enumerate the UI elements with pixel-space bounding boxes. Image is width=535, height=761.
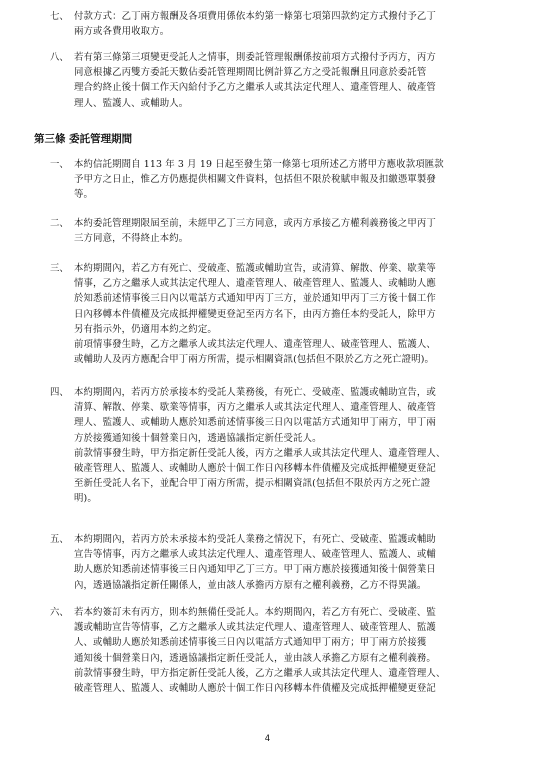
paragraph-line: 通知後十個營業日內，透過協議指定新任受託人，並由該人承擔乙方原有之權利義務。	[74, 652, 436, 664]
item-marker: 三、	[50, 263, 69, 274]
paragraph-line: 前款情事發生時，甲方指定新任受託人後，乙方之繼承人或其法定代理人、遺產管理人、	[74, 667, 446, 679]
item-marker: 六、	[50, 607, 69, 618]
page-number: 4	[264, 734, 271, 744]
paragraph-line: 人、或輔助人應於知悉前述情事後三日內以電話方式通知甲丁兩方；甲丁兩方於接獲	[74, 637, 427, 649]
paragraph-line: 方於接獲通知後十個營業日內，透過協議指定新任受託人。	[74, 432, 322, 444]
paragraph-line: 至新任受託人名下，並配合甲丁兩方所需，提示相關資訊(包括但不限於丙方之死亡證	[74, 478, 431, 490]
item-marker: 七、	[50, 11, 69, 22]
paragraph-line: 前款情事發生時，甲方指定新任受託人後，丙方之繼承人或其法定代理人、遺產管理人、	[74, 447, 446, 459]
paragraph-line: 於知悉前述情事後三日內以電話方式通知甲丙丁三方，並於通知甲丙丁三方後十個工作	[74, 293, 436, 305]
paragraph-line: 護或輔助宣告等情事，乙方之繼承人或其法定代理人、遺產管理人、破產管理人、監護	[74, 622, 436, 634]
item-marker: 一、	[50, 159, 69, 170]
paragraph-line: 本約信託期間自 113 年 3 月 19 日起至發生第一條第七項所述乙方將甲方應收款項匯款	[74, 159, 444, 170]
item-marker: 四、	[50, 387, 69, 398]
paragraph-line: 破產管理人、監護人、或輔助人應於十個工作日內移轉本件債權及完成抵押權變更登記	[74, 463, 436, 474]
paragraph-line: 情事，乙方之繼承人或其法定代理人、遺產管理人、破產管理人、監護人、或輔助人應	[74, 278, 436, 290]
item-marker: 八、	[50, 52, 69, 63]
paragraph-line: 日內移轉本件債權及完成抵押權變更登記至丙方名下，由丙方擔任本約受託人，除甲方	[74, 308, 436, 320]
paragraph-line: 破產管理人、監護人、或輔助人應於十個工作日內移轉本件債權及完成抵押權變更登記	[74, 683, 436, 694]
paragraph-line: 助人應於知悉前述情事後三日內通知甲乙丁三方。甲丁兩方應於接獲通知後十個營業日	[74, 564, 436, 576]
paragraph-line: 予甲方之日止，惟乙方仍應提供相關文件資料，包括但不限於稅賦申報及扣繳憑單製發	[74, 174, 436, 186]
paragraph-line: 前項情事發生時，乙方之繼承人或其法定代理人、遺產管理人、破產管理人、監護人、	[74, 339, 436, 350]
paragraph-line: 或輔助人及丙方應配合甲丁兩方所需，提示相關資訊(包括但不限於乙方之死亡證明)。	[74, 354, 435, 366]
paragraph-line: 理合約終止後十個工作天內給付予乙方之繼承人或其法定代理人、遺產管理人、破產管	[74, 82, 436, 94]
item-marker: 五、	[50, 534, 69, 545]
paragraph-line: 宣告等情事，丙方之繼承人或其法定代理人、遺產管理人、破產管理人、監護人、或輔	[74, 549, 436, 561]
paragraph-line: 內，透過協議指定新任關係人，並由該人承擔丙方原有之權利義務，乙方不得異議。	[74, 579, 427, 591]
paragraph-line: 若有第三條第三項變更受託人之情事，則委託管理報酬係按前項方式撥付予丙方，丙方	[74, 52, 436, 63]
paragraph-line: 付款方式：乙丁兩方報酬及各項費用係依本約第一條第七項第四款約定方式撥付予乙丁	[74, 11, 436, 22]
paragraph-line: 兩方或各費用收取方。	[74, 26, 170, 38]
item-marker: 二、	[50, 218, 69, 229]
paragraph-line: 若本約簽訂未有丙方，則本約無備任受託人。本約期間內，若乙方有死亡、受破產、監	[74, 607, 436, 618]
paragraph-line: 清算、解散、停業、歇業等情事，丙方之繼承人或其法定代理人、遺產管理人、破產管	[74, 402, 436, 414]
paragraph-line: 本約期間內，若丙方於承接本約受託人業務後，有死亡、受破產、監護或輔助宣告，或	[74, 387, 436, 398]
paragraph-line: 理人、監護人、或輔助人。	[74, 97, 189, 109]
paragraph-line: 三方同意，不得終止本約。	[74, 233, 189, 245]
paragraph-line: 本約期間內，若乙方有死亡、受破產、監護或輔助宣告，或清算、解散、停業、歇業等	[74, 263, 436, 274]
paragraph-line: 本約委託管理期限屆至前，未經甲乙丁三方同意，或丙方承接乙方權利義務後之甲丙丁	[74, 218, 436, 229]
paragraph-line: 等。	[74, 189, 94, 201]
section-heading: 第三條 委託管理期間	[34, 133, 133, 145]
paragraph-line: 另有指示外，仍適用本約之約定。	[74, 323, 217, 335]
paragraph-line: 同意根據乙丙雙方委託天數佔委託管理期間比例計算乙方之受託報酬且同意於委託管	[74, 67, 427, 79]
paragraph-line: 理人、監護人、或輔助人應於知悉前述情事後三日內以電話方式通知甲丁兩方，甲丁兩	[74, 417, 436, 429]
paragraph-line: 本約期間內，若丙方於未承接本約受託人業務之情況下，有死亡、受破產、監護或輔助	[74, 534, 436, 545]
paragraph-line: 明)。	[74, 493, 97, 505]
